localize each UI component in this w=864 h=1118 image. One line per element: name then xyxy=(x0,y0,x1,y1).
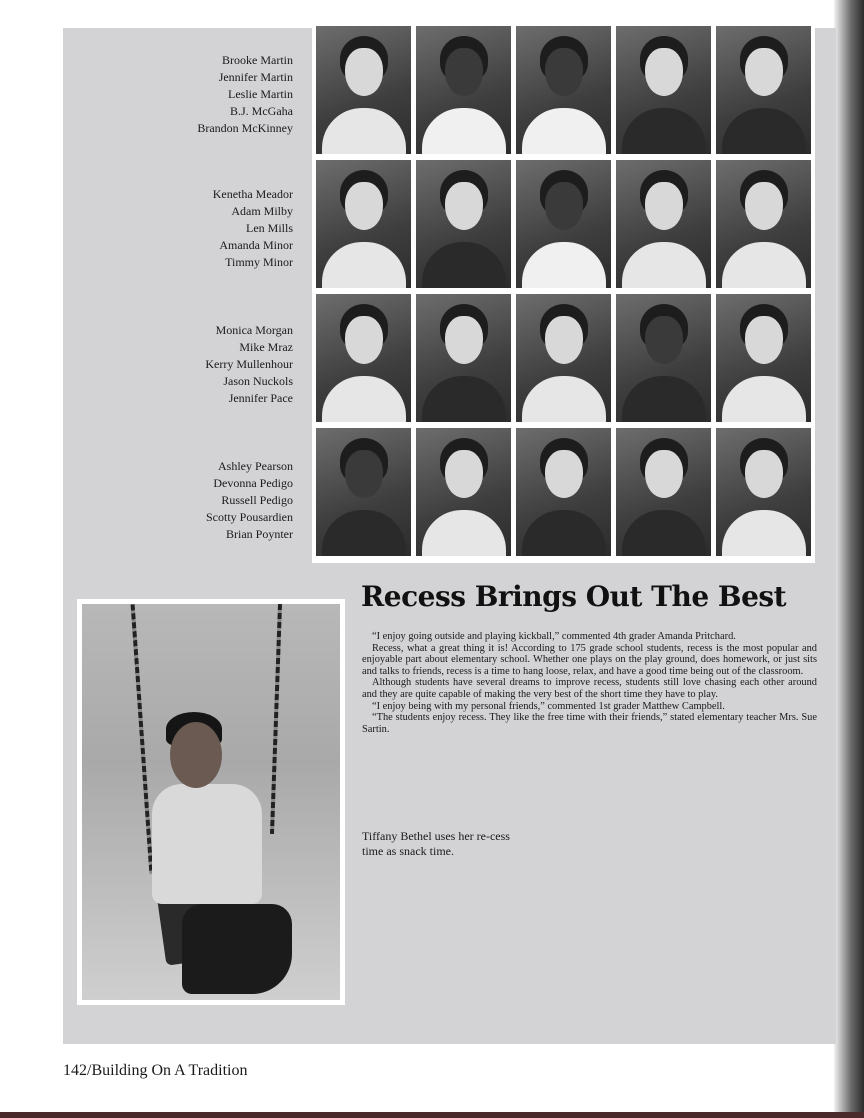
student-portrait xyxy=(716,160,811,288)
student-name: Adam Milby xyxy=(231,204,293,218)
article-paragraph: “I enjoy being with my personal friends,” commented 1st grader Matthew Campbell. xyxy=(372,700,725,712)
student-portrait xyxy=(416,428,511,556)
student-portrait xyxy=(316,26,411,154)
swing-photo-image xyxy=(82,604,340,1000)
student-name: Leslie Martin xyxy=(228,87,293,101)
student-portrait xyxy=(416,160,511,288)
student-portrait xyxy=(716,26,811,154)
student-portrait xyxy=(316,428,411,556)
student-portrait xyxy=(716,294,811,422)
student-name: Scotty Pousardien xyxy=(206,510,293,524)
student-name: Monica Morgan xyxy=(215,323,293,337)
page-edge-shadow xyxy=(834,0,864,1118)
portrait-grid xyxy=(312,22,815,563)
student-portrait xyxy=(616,160,711,288)
student-name: Jennifer Martin xyxy=(218,70,293,84)
student-portrait xyxy=(516,294,611,422)
page-bottom-edge xyxy=(0,1112,864,1118)
student-name: Amanda Minor xyxy=(219,238,293,252)
student-portrait xyxy=(616,26,711,154)
article-paragraph: “I enjoy going outside and playing kickball,” commented 4th grader Amanda Pritchard. xyxy=(372,631,736,642)
article-paragraph: Although students have several dreams to improve recess, students still love chasing each other around and they are quite capable of making the very best of the short time they have to play. xyxy=(362,677,817,700)
student-portrait xyxy=(516,160,611,288)
article-paragraph: “The students enjoy recess. They like the free time with their friends,” stated elementary teacher Mrs. Sue Sartin. xyxy=(362,712,817,735)
student-portrait xyxy=(516,26,611,154)
names-row-1 xyxy=(130,52,293,137)
article-headline: Recess Brings Out The Best xyxy=(361,580,787,613)
student-portrait xyxy=(716,428,811,556)
article-body xyxy=(362,631,817,735)
student-name: Timmy Minor xyxy=(225,255,293,269)
student-name: Jennifer Pace xyxy=(228,391,293,405)
student-name: Russell Pedigo xyxy=(221,493,293,507)
student-portrait xyxy=(316,160,411,288)
student-name: Ashley Pearson xyxy=(218,459,293,473)
article-paragraph: Recess, what a great thing it is! According to 175 grade school students, recess is the most popular and enjoyable part about elementary school. Whether one plays on the play ground, does homework, or just sits and talks to friends, recess is a time to hang loose, relax, and have a good time being out of the classroom. xyxy=(362,642,817,677)
student-name: Brooke Martin xyxy=(222,53,293,67)
names-row-3 xyxy=(130,322,293,407)
student-name: B.J. McGaha xyxy=(230,104,293,118)
student-name: Mike Mraz xyxy=(239,340,293,354)
student-name: Kerry Mullenhour xyxy=(205,357,293,371)
student-name: Kenetha Meador xyxy=(212,187,293,201)
photo-caption: Tiffany Bethel uses her re-cess time as snack time. xyxy=(362,829,510,858)
names-row-2 xyxy=(130,186,293,271)
swing-photo xyxy=(77,599,345,1005)
student-portrait xyxy=(416,294,511,422)
student-portrait xyxy=(616,428,711,556)
student-name: Brian Poynter xyxy=(226,527,293,541)
student-portrait xyxy=(616,294,711,422)
student-portrait xyxy=(316,294,411,422)
names-row-4 xyxy=(130,458,293,543)
student-name: Brandon McKinney xyxy=(197,121,293,135)
student-name: Devonna Pedigo xyxy=(213,476,293,490)
student-name: Len Mills xyxy=(246,221,293,235)
student-portrait xyxy=(516,428,611,556)
student-portrait xyxy=(416,26,511,154)
student-name: Jason Nuckols xyxy=(223,374,293,388)
page-folio: 142/Building On A Tradition xyxy=(63,1062,248,1079)
